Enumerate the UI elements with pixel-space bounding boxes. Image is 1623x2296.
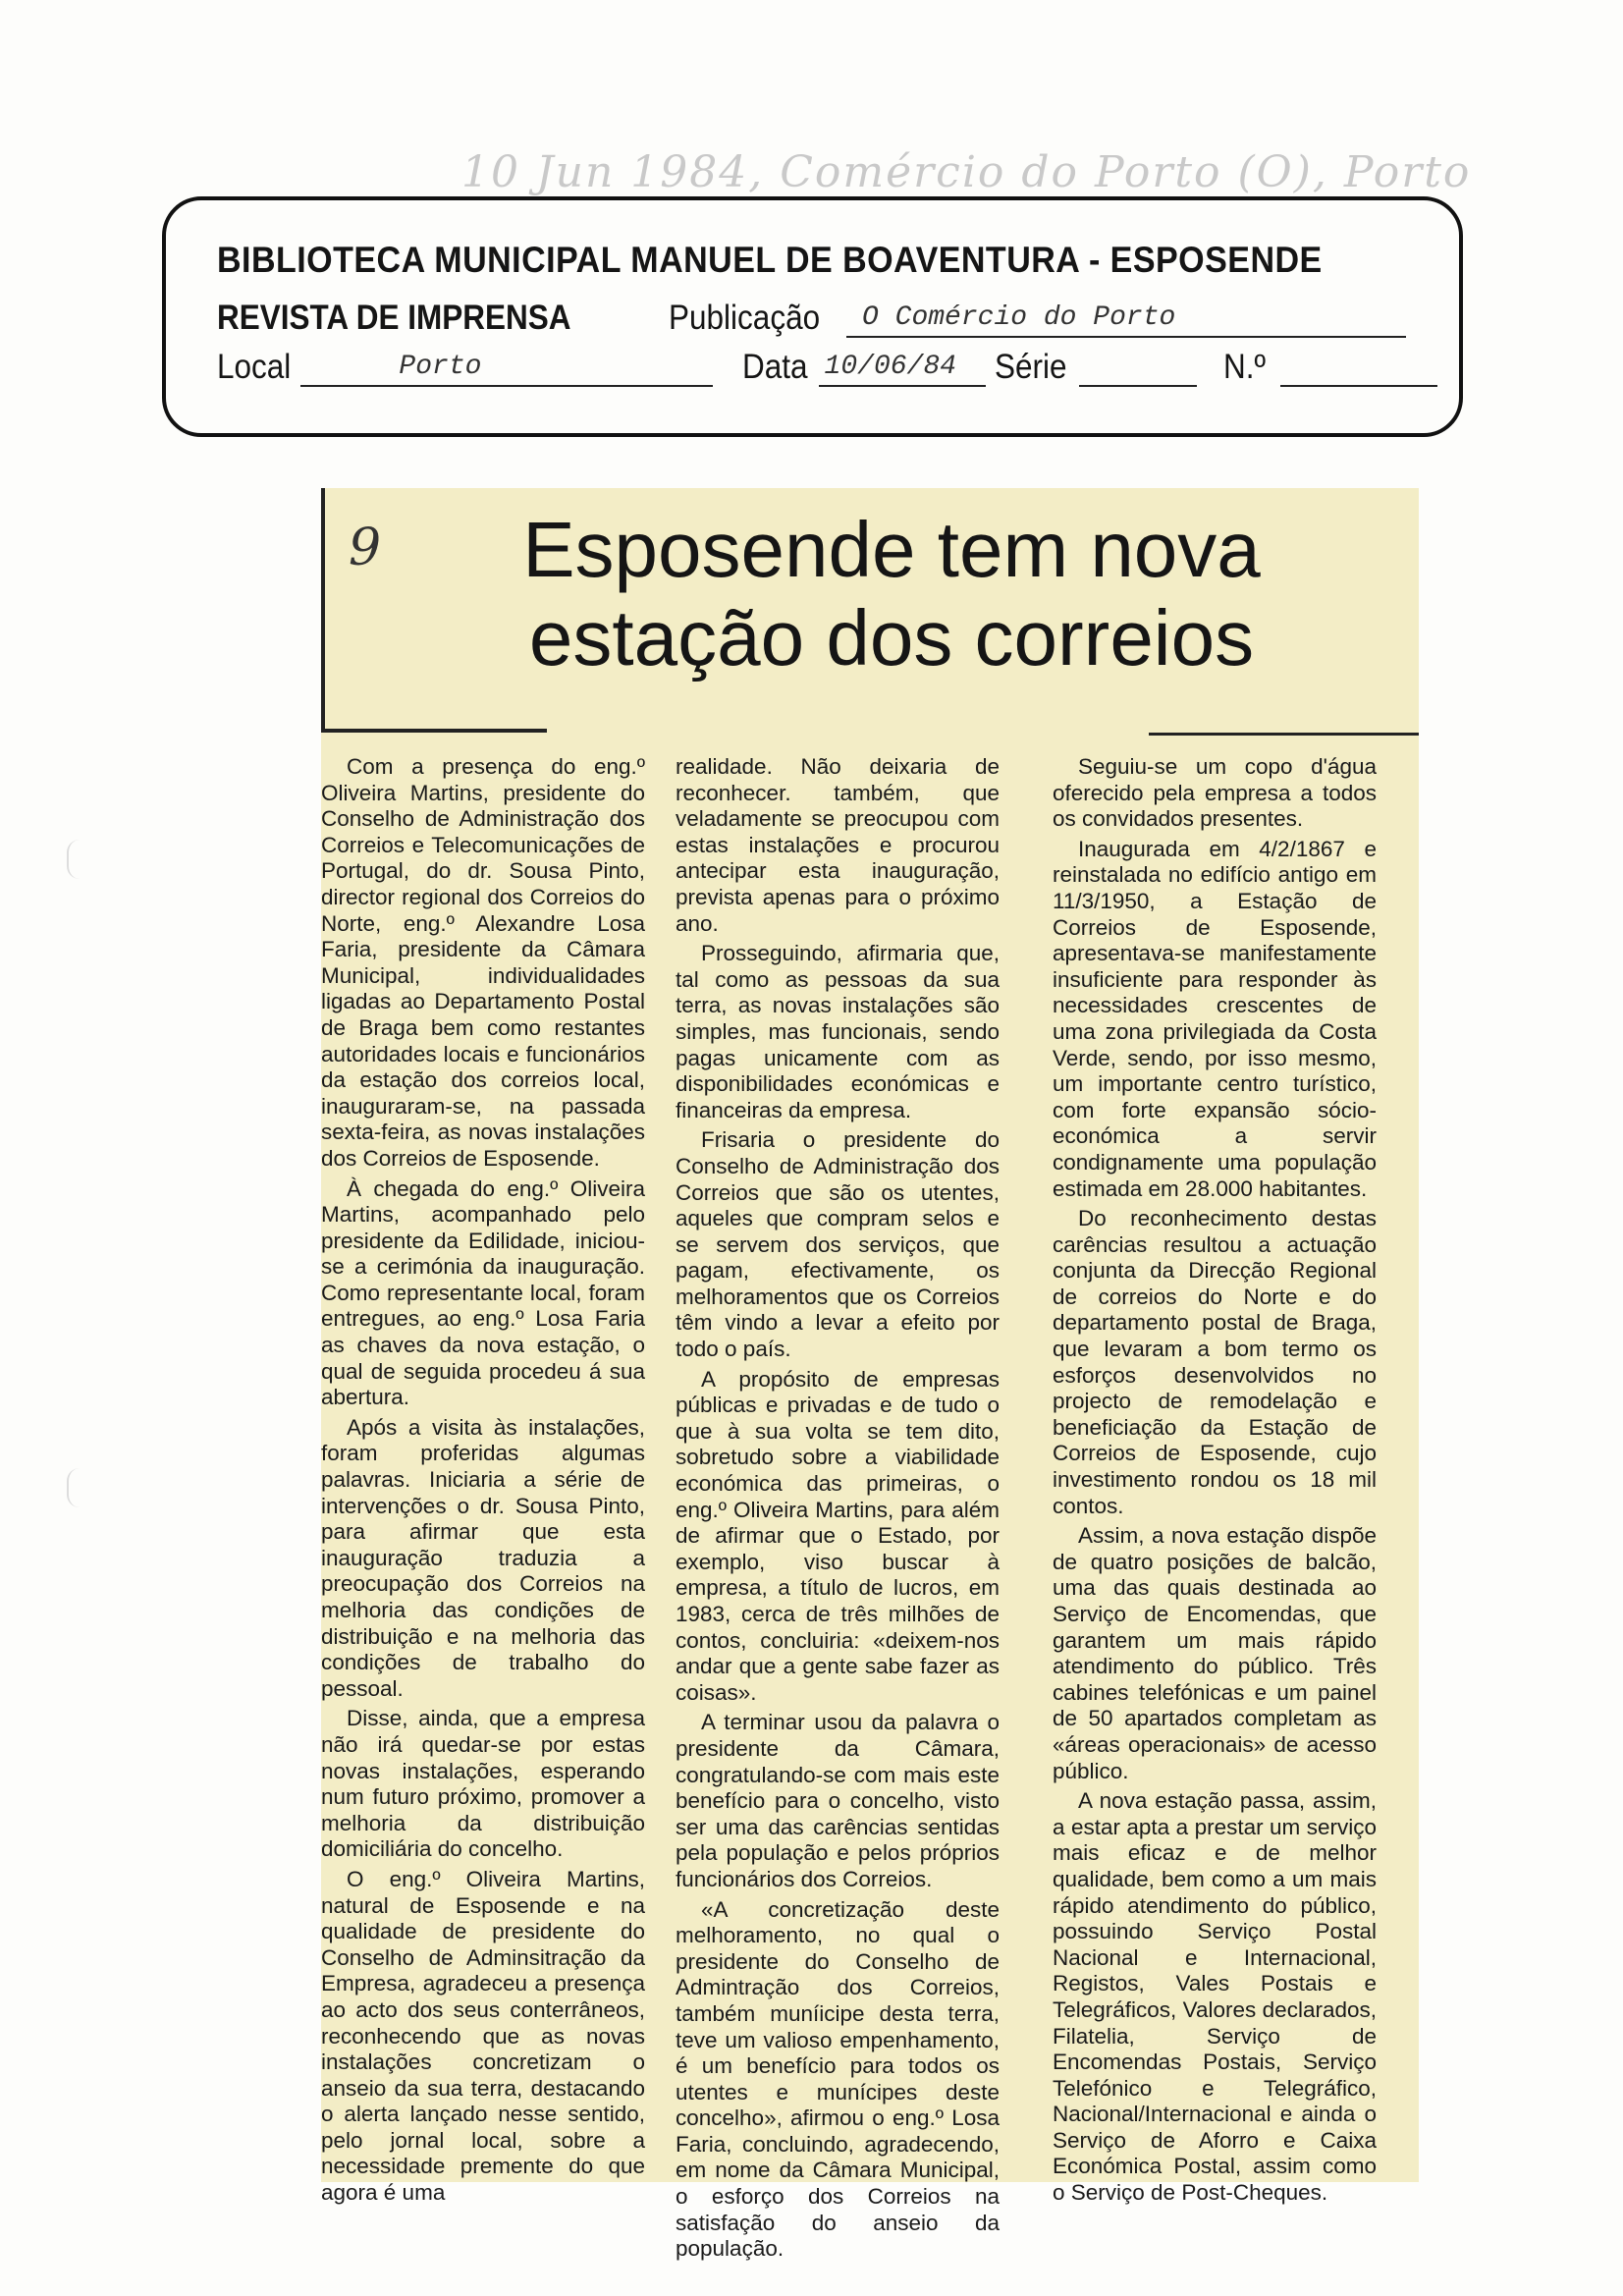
local-field — [300, 352, 713, 387]
header-row-publication — [217, 299, 1406, 338]
paragraph: À chegada do eng.º Oliveira Martins, acompanhado pelo presidente da Edilidade, iniciou-se a cerimónia da inauguração. Como representante local, foram entregues, ao eng.º Losa Faria as chaves da nova estação, o qual de seguida procedeu á sua abertura. — [321, 1175, 645, 1410]
serie-value — [1079, 352, 1095, 382]
paragraph: Frisaria o presidente do Conselho de Administração dos Correios que são os utentes, aqueles que compram selos e se servem dos serviços, que pagam, efectivamente, os melhoramentos que os Correios têm vindo a levar a efeito por todo o país. — [676, 1127, 1000, 1362]
publicacao-value: O Comércio do Porto — [862, 302, 1176, 333]
numero-label: N.º — [1223, 348, 1267, 386]
article-column-3 — [1053, 754, 1377, 2211]
paragraph: Após a visita às instalações, foram proferidas algumas palavras. Iniciaria a série de intervenções o dr. Sousa Pinto, para afirmar que esta inauguração traduzia a preocupação dos Correios na melhoria das condições de distribuição e na melhoria das condições de trabalho do pessoal. — [321, 1414, 645, 1701]
paragraph: Disse, ainda, que a empresa não irá quedar-se por estas novas instalações, esperando num futuro próximo, promover a melhoria da distribuição domiciliária do concelho. — [321, 1706, 645, 1862]
headline-frame-bottom-right — [1149, 733, 1419, 736]
paragraph: A terminar usou da palavra o presidente da Câmara, congratulando-se com mais este benefício para o concelho, visto ser uma das carências sentidas pela população e pelos próprios funcionários dos Correios. — [676, 1710, 1000, 1891]
local-value: Porto — [399, 352, 482, 382]
punch-hole-mark — [67, 1468, 92, 1507]
library-title: BIBLIOTECA MUNICIPAL MANUEL DE BOAVENTURA - ESPOSENDE — [217, 240, 1323, 280]
revista-label: REVISTA DE IMPRENSA — [217, 299, 571, 337]
handwritten-annotation: 10 Jun 1984, Comércio do Porto (O), Porto — [461, 147, 1472, 197]
serie-field — [1079, 352, 1197, 387]
paragraph: A propósito de empresas públicas e privadas e de tudo o que à sua volta se tem dito, sobretudo sobre a viabilidade económica das primeiras, o eng.º Oliveira Martins, para além de afirmar que o Estado, por exemplo, viso buscar à empresa, a título de lucros, em 1983, cerca de três milhões de contos, concluiria: «deixem-nos andar que a gente sabe fazer as coisas». — [676, 1366, 1000, 1705]
paragraph: realidade. Não deixaria de reconhecer. também, que veladamente se preocupou com estas instalações e procurou antecipar esta inauguração, prevista apenas para o próximo ano. — [676, 754, 1000, 936]
paragraph: Seguiu-se um copo d'água oferecido pela empresa a todos os convidados presentes. — [1053, 754, 1377, 832]
paragraph: «A concretização deste melhoramento, no qual o presidente do Conselho de Admintração dos Correios, também muníicipe desta terra, teve um valioso empenhamento, é um benefício para todos os utentes e munícipes deste concelho», afirmou o eng.º Losa Faria, concluindo, agradecendo, em nome da Câmara Municipal, o esforço dos Correios na satisfação do anseio da população. — [676, 1896, 1000, 2262]
page-number-mark: 9 — [349, 519, 382, 577]
data-value: 10/06/84 — [824, 352, 956, 382]
article-column-2 — [676, 754, 1000, 2267]
paragraph: Assim, a nova estação dispõe de quatro posições de balcão, uma das quais destinada ao Serviço de Encomendas, que garantem um mais rápido atendimento do público. Três cabines telefónicas e um painel de 50 apartados completam as «áreas operacionais» de acesso público. — [1053, 1523, 1377, 1783]
local-label: Local — [217, 348, 292, 386]
publicacao-field — [846, 302, 1406, 338]
library-header-box — [162, 196, 1463, 437]
paragraph: Do reconhecimento destas carências resultou a actuação conjunta da Direcção Regional de correios do Norte e do departamento postal de Braga, que levaram a bom termo os esforços desenvolvidos no projecto de remodelação e beneficiação da Estação de Correios de Esposende, cujo investimento rondou os 18 mil contos. — [1053, 1206, 1377, 1518]
headline-line-1: Esposende tem nova — [522, 506, 1261, 593]
article-column-1 — [321, 754, 645, 2211]
paragraph: Com a presença do eng.º Oliveira Martins, presidente do Conselho de Administração dos Correios e Telecomunicações de Portugal, do dr. Sousa Pinto, director regional dos Correios do Norte, eng.º Alexandre Losa Faria, presidente da Câmara Municipal, individualidades ligadas ao Departamento Postal de Braga bem como restantes autoridades locais e funcionários da estação dos correios local, inauguraram-se, na passada sexta-feira, as novas instalações dos Correios de Esposende. — [321, 754, 645, 1171]
numero-field — [1280, 352, 1437, 387]
article-headline — [450, 506, 1333, 683]
data-label: Data — [741, 348, 808, 386]
punch-hole-mark — [67, 840, 92, 879]
paragraph: O eng.º Oliveira Martins, natural de Esposende e na qualidade de presidente do Conselho de Adminsitração da Empresa, agradeceu a presença ao acto dos seus conterrâneos, reconhecendo que as novas instalações concretizam o anseio da sua terra, destacando o alerta lançado nesse sentido, pelo jornal local, sobre a necessidade premente do que agora é uma — [321, 1866, 645, 2206]
numero-value — [1280, 352, 1296, 382]
header-row-details — [217, 348, 1437, 387]
paragraph: Inaugurada em 4/2/1867 e reinstalada no edifício antigo em 11/3/1950, a Estação de Correios de Esposende, apresentava-se manifestamente insuficiente para responder às necessidades crescentes de uma zona privilegiada da Costa Verde, sendo, por isso mesmo, um importante centro turístico, com forte expansão sócio-económica a servir condignamente uma população estimada em 28.000 habitantes. — [1053, 836, 1377, 1201]
paragraph: Prosseguindo, afirmaria que, tal como as pessoas da sua terra, as novas instalações são simples, mas funcionais, sendo pagas unicamente com as disponibilidades económicas e financeiras da empresa. — [676, 941, 1000, 1122]
headline-frame-left — [321, 488, 325, 732]
data-field — [819, 352, 986, 387]
paragraph: A nova estação passa, assim, a estar apta a prestar um serviço mais eficaz e de melhor qualidade, bem como a um mais rápido atendimento do público, possuindo Serviço Postal Nacional e Internacional, Registos, Vales Postais e Telegráficos, Valores declarados, Filatelia, Serviço de Encomendas Postais, Serviço Telefónico e Telegráfico, Nacional/Internacional e ainda o Serviço de Aforro e Caixa Económica Postal, assim como o Serviço de Post-Cheques. — [1053, 1788, 1377, 2206]
publicacao-label: Publicação — [669, 299, 821, 337]
headline-line-2: estação dos correios — [528, 594, 1255, 682]
serie-label: Série — [995, 348, 1067, 386]
headline-frame-bottom-left — [321, 729, 547, 733]
